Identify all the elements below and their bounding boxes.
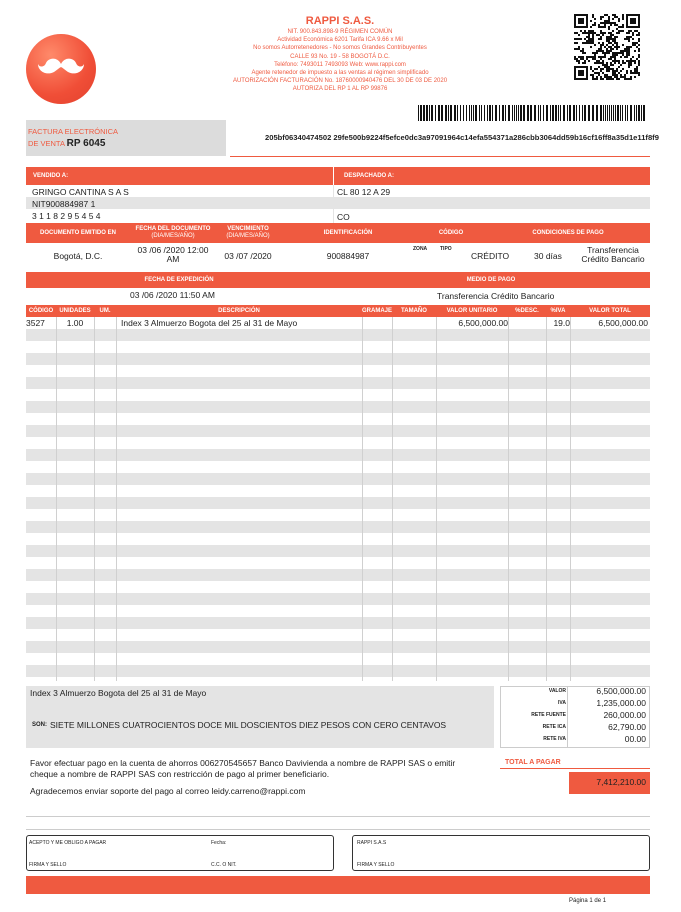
table-row — [26, 389, 650, 401]
total-pay-label: TOTAL A PAGAR — [505, 759, 561, 766]
total-vat: 1,235,000.00 — [596, 698, 646, 708]
items-header-bar — [26, 305, 650, 317]
column-divider — [56, 317, 57, 681]
item-total: 6,500,000.00 — [598, 318, 648, 328]
table-row — [26, 629, 650, 641]
id-header: IDENTIFICACIÓN — [323, 229, 373, 236]
company-name: RAPPI S.A.S. — [305, 15, 375, 27]
doc-date: 03 /06 /2020 12:00 AM — [137, 245, 209, 264]
company-line: Agente retenedor de impuesto a las ventas al régimen simplificado — [251, 70, 429, 77]
table-row — [26, 581, 650, 593]
column-divider — [570, 317, 571, 681]
pay-method-header: MEDIO DE PAGO — [466, 276, 516, 283]
sold-to-header: VENDIDO A: — [33, 173, 69, 179]
table-row — [26, 341, 650, 353]
col-code: CÓDIGO — [28, 307, 54, 314]
col-um: UM. — [99, 307, 111, 314]
table-row — [26, 569, 650, 581]
customer-name: GRINGO CANTINA S A S — [32, 187, 129, 197]
table-row — [26, 545, 650, 557]
customer-id: 900884987 — [326, 251, 370, 261]
total-label-vat: IVA — [558, 700, 566, 706]
customer-nit: NIT900884987 1 — [32, 199, 96, 209]
doc-date-header: FECHA DEL DOCUMENTO (DIA/MES/AÑO) — [135, 226, 211, 239]
table-row — [26, 473, 650, 485]
barcode — [418, 105, 646, 121]
column-divider — [546, 317, 547, 681]
due-date: 03 /07 /2020 — [224, 251, 272, 261]
total-label-rete-ica: RETE ICA — [542, 724, 566, 730]
company-line: No somos Autorretenedores - No somos Grandes Contribuyentes — [253, 45, 427, 52]
signature-box-rappi — [352, 835, 650, 871]
total-label-value: VALOR — [548, 688, 566, 694]
table-row — [26, 509, 650, 521]
issued-in-header: DOCUMENTO EMITIDO EN — [40, 229, 116, 236]
table-row — [26, 665, 650, 677]
company-line: Teléfono: 7493011 7493093 Web: www.rappi.com — [274, 61, 406, 68]
expedition-header: FECHA DE EXPEDICIÓN — [144, 276, 214, 283]
table-row — [26, 437, 650, 449]
zone-label: ZONA — [413, 246, 428, 252]
company-line: CALLE 93 No. 19 - 58 BOGOTÁ D.C. — [290, 53, 390, 60]
column-divider — [392, 317, 393, 681]
invoice-label-line1: FACTURA ELECTRÓNICA — [28, 127, 119, 136]
table-row — [26, 557, 650, 569]
table-row — [26, 521, 650, 533]
credit-term: CRÉDITO — [471, 251, 510, 261]
son-label: SON: — [32, 722, 47, 728]
footer-bar — [26, 876, 650, 894]
payment-instructions: Favor efectuar pago en la cuenta de ahorros 006270545657 Banco Davivienda a nombre de RAPPI SAS o emitir cheque a nombre de RAPPI SAS con restricción de pago al primer beneficiario. — [30, 758, 456, 779]
expedition-date: 03 /06 /2020 11:50 AM — [130, 290, 215, 300]
company-line: NIT. 900.843.898-9 RÉGIMEN COMÚN — [287, 29, 393, 35]
col-vat: %IVA — [550, 307, 566, 314]
dispatched-to-header: DESPACHADO A: — [344, 173, 395, 179]
id-label: C.C. O NIT. — [211, 862, 237, 868]
item-code: 3527 — [26, 318, 45, 328]
company-line: AUTORIZACIÓN FACTURACIÓN No. 18760000940476 DEL 30 DE 03 DE 2020 — [232, 78, 448, 85]
col-unit-value: VALOR UNITARIO — [446, 307, 498, 314]
divider — [26, 816, 650, 817]
table-row — [26, 653, 650, 665]
column-divider — [94, 317, 95, 681]
table-row — [26, 449, 650, 461]
table-row — [26, 533, 650, 545]
amount-in-words: SIETE MILLONES CUATROCIENTOS DOCE MIL DOSCIENTOS DIEZ PESOS CON CERO CENTAVOS — [50, 720, 447, 730]
column-divider — [116, 317, 117, 681]
col-grams: GRAMAJE — [362, 307, 393, 314]
column-divider — [436, 317, 437, 681]
signature-label: FIRMA Y SELLO — [29, 862, 67, 868]
company-line: Actividad Económica 6201 Tarifa ICA 9.66 x Mil — [277, 37, 403, 44]
payment-terms-header: CONDICIONES DE PAGO — [532, 229, 604, 236]
item-unit-value: 6,500,000.00 — [458, 318, 508, 328]
rappi-label: RAPPI S.A.S — [357, 840, 387, 846]
support-note: Agradecemos enviar soporte del pago al correo leidy.carreno@rappi.com — [30, 786, 306, 796]
divider — [26, 829, 650, 830]
mustache-icon — [38, 56, 84, 78]
col-desc: DESCRIPCIÓN — [218, 307, 260, 314]
divider — [567, 686, 568, 748]
table-row — [26, 593, 650, 605]
table-row — [26, 425, 650, 437]
issued-in: Bogotá, D.C. — [53, 251, 103, 261]
accept-label: ACEPTO Y ME OBLIGO A PAGAR — [29, 840, 107, 846]
summary-note: Index 3 Almuerzo Bogota del 25 al 31 de Mayo — [30, 688, 207, 698]
party-header-bar — [26, 167, 650, 185]
items-table — [26, 317, 650, 681]
cufe-code: 205bf06340474502 29fe500b9224f5efce0dc3a97091964c14efa554371a286cbb3064dd59b16cf16ff8a35d1e11f8f9 — [265, 133, 659, 142]
column-divider — [508, 317, 509, 681]
table-row — [26, 485, 650, 497]
stripe — [26, 197, 650, 209]
column-divider — [362, 317, 363, 681]
total-rete-iva: 00.00 — [624, 734, 646, 744]
table-row — [26, 329, 650, 341]
table-row — [26, 365, 650, 377]
customer-phone: 3 1 1 8 2 9 5 4 5 4 — [32, 211, 101, 221]
item-vat: 19.0 — [553, 318, 570, 328]
rappi-logo — [26, 34, 96, 104]
total-label-rete-iva: RETE IVA — [543, 736, 566, 742]
date-label: Fecha: — [211, 840, 227, 846]
qr-code — [574, 14, 640, 80]
pay-method-value: Transferencia Crédito Bancario — [437, 291, 555, 301]
invoice-number: RP 6045 — [66, 138, 106, 149]
dispatch-address: CL 80 12 A 29 — [337, 187, 391, 197]
rappi-signature-label: FIRMA Y SELLO — [357, 862, 395, 868]
total-pay-value: 7,412,210.00 — [596, 777, 646, 787]
table-row — [26, 497, 650, 509]
signature-box-customer — [26, 835, 334, 871]
item-desc: Index 3 Almuerzo Bogota del 25 al 31 de Mayo — [121, 318, 298, 328]
total-label-rete-fuente: RETE FUENTE — [531, 712, 566, 718]
col-size: TAMAÑO — [401, 307, 427, 314]
invoice-label-line2: DE VENTA — [28, 139, 65, 148]
total-rete-ica: 62,790.00 — [608, 722, 646, 732]
table-row — [26, 401, 650, 413]
dispatch-city: CO — [337, 212, 350, 222]
invoice-label — [26, 126, 118, 150]
company-line: AUTORIZA DEL RP 1 AL RP 99876 — [292, 86, 388, 93]
item-units: 1.00 — [66, 318, 84, 328]
table-row — [26, 605, 650, 617]
code-header: CÓDIGO — [438, 229, 464, 236]
divider — [333, 185, 334, 223]
divider — [500, 768, 650, 769]
divider — [230, 156, 650, 157]
company-header — [200, 14, 480, 94]
total-value: 6,500,000.00 — [596, 686, 646, 696]
total-rete-fuente: 260,000.00 — [603, 710, 646, 720]
table-row — [26, 353, 650, 365]
document-header-bar — [26, 223, 650, 243]
type-label: TIPO — [440, 246, 452, 252]
table-row — [26, 617, 650, 629]
col-discount: %DESC. — [515, 307, 539, 314]
expedition-header-bar — [26, 272, 650, 288]
col-units: UNIDADES — [59, 307, 91, 314]
payment-method: Transferencia Crédito Bancario — [581, 245, 645, 264]
table-row — [26, 413, 650, 425]
page-number: Página 1 de 1 — [569, 898, 607, 904]
table-row — [26, 377, 650, 389]
col-total: VALOR TOTAL — [589, 307, 631, 314]
table-row — [26, 461, 650, 473]
table-row — [26, 641, 650, 653]
due-header: VENCIMIENTO (DIA/MES/AÑO) — [226, 226, 270, 239]
credit-days: 30 días — [534, 251, 562, 261]
